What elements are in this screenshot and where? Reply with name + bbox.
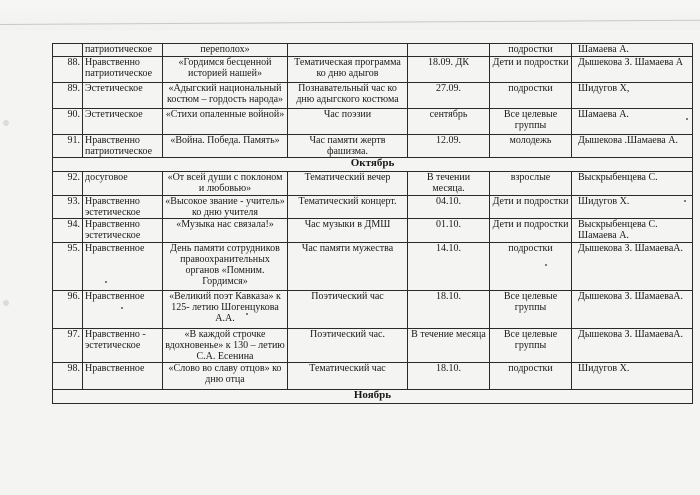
direction-cell: Эстетическое — [83, 109, 163, 135]
event-title-cell: «Высокое звание - учитель» ко дню учителя — [163, 196, 288, 219]
row-number-cell: 97. — [53, 329, 83, 363]
month-header-row — [53, 158, 693, 172]
date-cell: сентябрь — [408, 109, 490, 135]
date-cell: 04.10. — [408, 196, 490, 219]
table-row — [53, 57, 693, 83]
responsible-cell: Шидугов Х, — [572, 83, 693, 109]
page-top-edge — [0, 0, 700, 30]
responsible-cell: Дышекова З. ШамаеваА. — [572, 243, 693, 291]
row-number-cell: 95. — [53, 243, 83, 291]
event-title-cell: «Война. Победа. Память» — [163, 135, 288, 158]
audience-cell: Все целевые группы — [490, 291, 572, 329]
table-row — [53, 196, 693, 219]
row-number-cell: 98. — [53, 363, 83, 390]
event-title-cell: День памяти сотрудников правоохранительных органов «Помним. Гордимся» — [163, 243, 288, 291]
table-row — [53, 219, 693, 243]
row-number-cell: 96. — [53, 291, 83, 329]
row-number-cell: 93. — [53, 196, 83, 219]
row-number-cell: 94. — [53, 219, 83, 243]
ink-speck — [246, 313, 248, 315]
row-number-cell: 92. — [53, 172, 83, 196]
direction-cell: Нравственно эстетическое — [83, 219, 163, 243]
direction-cell: патриотическое — [83, 44, 163, 57]
direction-cell: досуговое — [83, 172, 163, 196]
date-cell: 14.10. — [408, 243, 490, 291]
audience-cell: подростки — [490, 44, 572, 57]
event-form-cell — [288, 44, 408, 57]
audience-cell: Дети и подростки — [490, 57, 572, 83]
date-cell: 18.10. — [408, 363, 490, 390]
responsible-cell: Выскрыбенцева С. Шамаева А. — [572, 219, 693, 243]
direction-cell: Эстетическое — [83, 83, 163, 109]
event-form-cell: Час памяти жертв фашизма. — [288, 135, 408, 158]
month-header: Октябрь — [53, 158, 693, 172]
date-cell: 27.09. — [408, 83, 490, 109]
event-form-cell: Тематическая программа ко дню адыгов — [288, 57, 408, 83]
responsible-cell: Дышекова З. ШамаеваА. — [572, 329, 693, 363]
event-form-cell: Поэтический час — [288, 291, 408, 329]
event-form-cell: Тематический час — [288, 363, 408, 390]
audience-cell: взрослые — [490, 172, 572, 196]
audience-cell: молодежь — [490, 135, 572, 158]
audience-cell: подростки — [490, 243, 572, 291]
events-plan-table — [52, 43, 693, 404]
ink-speck — [121, 307, 123, 309]
event-title-cell: «Гордимся бесценной историей нашей» — [163, 57, 288, 83]
responsible-cell: Дышекова .Шамаева А. — [572, 135, 693, 158]
ink-speck — [105, 281, 107, 283]
table-row — [53, 135, 693, 158]
punch-hole — [3, 300, 9, 306]
event-title-cell: «Стихи опаленные войной» — [163, 109, 288, 135]
event-form-cell: Познавательный час ко дню адыгского костюма — [288, 83, 408, 109]
event-title-cell: «Слово во славу отцов» ко дню отца — [163, 363, 288, 390]
date-cell — [408, 44, 490, 57]
row-number-cell — [53, 44, 83, 57]
audience-cell: подростки — [490, 363, 572, 390]
ink-speck — [684, 200, 686, 202]
event-title-cell: «В каждой строчке вдохновенье» к 130 – летию С.А. Есенина — [163, 329, 288, 363]
table-row — [53, 172, 693, 196]
table-row — [53, 83, 693, 109]
direction-cell: Нравственно эстетическое — [83, 196, 163, 219]
responsible-cell: Шидугов Х. — [572, 363, 693, 390]
audience-cell: Все целевые группы — [490, 109, 572, 135]
event-title-cell: «Адыгский национальный костюм – гордость народа» — [163, 83, 288, 109]
responsible-cell: Дышекова З. Шамаева А — [572, 57, 693, 83]
event-title-cell: «Великий поэт Кавказа» к 125- летию Шогенцукова А.А. — [163, 291, 288, 329]
event-title-cell: переполох» — [163, 44, 288, 57]
direction-cell: Нравственное — [83, 363, 163, 390]
month-header-row — [53, 390, 693, 404]
punch-hole — [3, 120, 9, 126]
row-number-cell: 88. — [53, 57, 83, 83]
responsible-cell: Шидугов Х. — [572, 196, 693, 219]
table-row — [53, 109, 693, 135]
audience-cell: Все целевые группы — [490, 329, 572, 363]
table-body — [53, 44, 693, 404]
direction-cell: Нравственно - эстетическое — [83, 329, 163, 363]
event-form-cell: Поэтический час. — [288, 329, 408, 363]
audience-cell: подростки — [490, 83, 572, 109]
date-cell: 01.10. — [408, 219, 490, 243]
table-row — [53, 363, 693, 390]
event-form-cell: Час музыки в ДМШ — [288, 219, 408, 243]
month-header: Ноябрь — [53, 390, 693, 404]
date-cell: 18.09. ДК — [408, 57, 490, 83]
audience-cell: Дети и подростки — [490, 196, 572, 219]
table-row — [53, 44, 693, 57]
event-form-cell: Час памяти мужества — [288, 243, 408, 291]
table-row — [53, 329, 693, 363]
event-form-cell: Тематический концерт. — [288, 196, 408, 219]
event-form-cell: Тематический вечер — [288, 172, 408, 196]
direction-cell: Нравственное — [83, 243, 163, 291]
table-row — [53, 291, 693, 329]
responsible-cell: Дышекова З. ШамаеваА. — [572, 291, 693, 329]
row-number-cell: 90. — [53, 109, 83, 135]
table-row — [53, 243, 693, 291]
direction-cell: Нравственно патриотическое — [83, 135, 163, 158]
responsible-cell: Шамаева А. — [572, 109, 693, 135]
date-cell: 18.10. — [408, 291, 490, 329]
row-number-cell: 89. — [53, 83, 83, 109]
date-cell: 12.09. — [408, 135, 490, 158]
ink-speck — [686, 118, 688, 120]
ink-speck — [545, 264, 547, 266]
responsible-cell: Выскрыбенцева С. — [572, 172, 693, 196]
direction-cell: Нравственное — [83, 291, 163, 329]
audience-cell: Дети и подростки — [490, 219, 572, 243]
event-title-cell: «От всей души с поклоном и любовью» — [163, 172, 288, 196]
row-number-cell: 91. — [53, 135, 83, 158]
event-title-cell: «Музыка нас связала!» — [163, 219, 288, 243]
date-cell: В течение месяца — [408, 329, 490, 363]
direction-cell: Нравственно патриотическое — [83, 57, 163, 83]
date-cell: В течении месяца. — [408, 172, 490, 196]
responsible-cell: Шамаева А. — [572, 44, 693, 57]
event-form-cell: Час поэзии — [288, 109, 408, 135]
